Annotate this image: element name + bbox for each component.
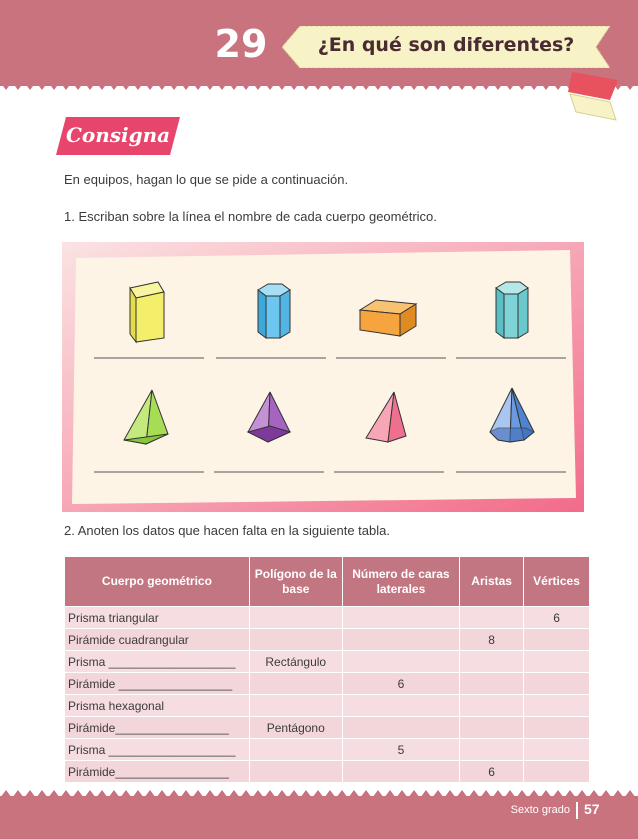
col-header-aristas: Aristas (460, 557, 524, 607)
table-row (65, 673, 590, 695)
table-row (65, 607, 590, 629)
table-cell[interactable]: 5 (342, 739, 460, 761)
col-header-cuerpo: Cuerpo geométrico (65, 557, 250, 607)
table-cell[interactable] (460, 607, 524, 629)
triangular-prism-icon (130, 282, 164, 342)
cell-cuerpo[interactable]: Pirámide _________________ (65, 673, 250, 695)
table-cell[interactable] (460, 695, 524, 717)
col-header-vertices: Vértices (524, 557, 590, 607)
table-cell[interactable]: 6 (460, 761, 524, 783)
intro-text: En equipos, hagan lo que se pide a continuación. (64, 172, 349, 187)
data-table (64, 556, 590, 783)
table-cell[interactable]: 6 (342, 673, 460, 695)
footer-divider (576, 802, 578, 819)
table-cell[interactable]: Pentágono (249, 717, 342, 739)
table-cell[interactable] (524, 717, 590, 739)
table-row (65, 695, 590, 717)
table-row (65, 739, 590, 761)
shapes-card (62, 242, 584, 512)
table-cell[interactable] (524, 695, 590, 717)
table-cell[interactable] (342, 695, 460, 717)
header-scallop-edge (0, 82, 638, 92)
col-header-caras: Número de caras laterales (342, 557, 460, 607)
table-cell[interactable] (249, 761, 342, 783)
table-row (65, 629, 590, 651)
cell-cuerpo[interactable]: Prisma ___________________ (65, 739, 250, 761)
cell-cuerpo[interactable]: Pirámide_________________ (65, 761, 250, 783)
table-cell[interactable] (460, 651, 524, 673)
page-number: 57 (584, 801, 600, 817)
lesson-number: 29 (214, 22, 268, 66)
table-row (65, 651, 590, 673)
table-cell[interactable] (460, 673, 524, 695)
footer-band (0, 796, 638, 839)
table-cell[interactable] (249, 673, 342, 695)
table-cell[interactable] (249, 739, 342, 761)
table-cell[interactable] (342, 607, 460, 629)
step-2-text: 2. Anoten los datos que hacen falta en la siguiente tabla. (64, 523, 390, 538)
table-cell[interactable] (524, 629, 590, 651)
cell-cuerpo[interactable]: Pirámide_________________ (65, 717, 250, 739)
cell-cuerpo[interactable]: Prisma triangular (65, 607, 250, 629)
table-header-row (65, 557, 590, 607)
table-row (65, 761, 590, 783)
table-cell[interactable] (524, 651, 590, 673)
col-header-poligono: Polígono de la base (249, 557, 342, 607)
table-row (65, 717, 590, 739)
rectangular-prism-icon (360, 300, 416, 336)
table-cell[interactable] (249, 695, 342, 717)
ribbon-decoration (566, 72, 618, 122)
step-1-text: 1. Escriban sobre la línea el nombre de cada cuerpo geométrico. (64, 209, 437, 224)
page-title: ¿En qué son diferentes? (317, 34, 575, 56)
table-cell[interactable] (249, 607, 342, 629)
table-cell[interactable] (342, 629, 460, 651)
table-cell[interactable] (249, 629, 342, 651)
table-cell[interactable]: 6 (524, 607, 590, 629)
table-cell[interactable]: 8 (460, 629, 524, 651)
cell-cuerpo[interactable]: Pirámide cuadrangular (65, 629, 250, 651)
hexagonal-prism-icon (496, 282, 528, 338)
hexagonal-prism-icon (258, 284, 290, 338)
table-cell[interactable] (342, 717, 460, 739)
consigna-label: Consigna (66, 123, 171, 147)
cell-cuerpo[interactable]: Prisma hexagonal (65, 695, 250, 717)
table-cell[interactable] (524, 673, 590, 695)
cell-cuerpo[interactable]: Prisma ___________________ (65, 651, 250, 673)
table-cell[interactable] (524, 739, 590, 761)
table-cell[interactable] (524, 761, 590, 783)
table-cell[interactable] (342, 651, 460, 673)
grade-label: Sexto grado (510, 804, 570, 816)
table-cell[interactable]: Rectángulo (249, 651, 342, 673)
table-cell[interactable] (342, 761, 460, 783)
table-cell[interactable] (460, 739, 524, 761)
table-cell[interactable] (460, 717, 524, 739)
